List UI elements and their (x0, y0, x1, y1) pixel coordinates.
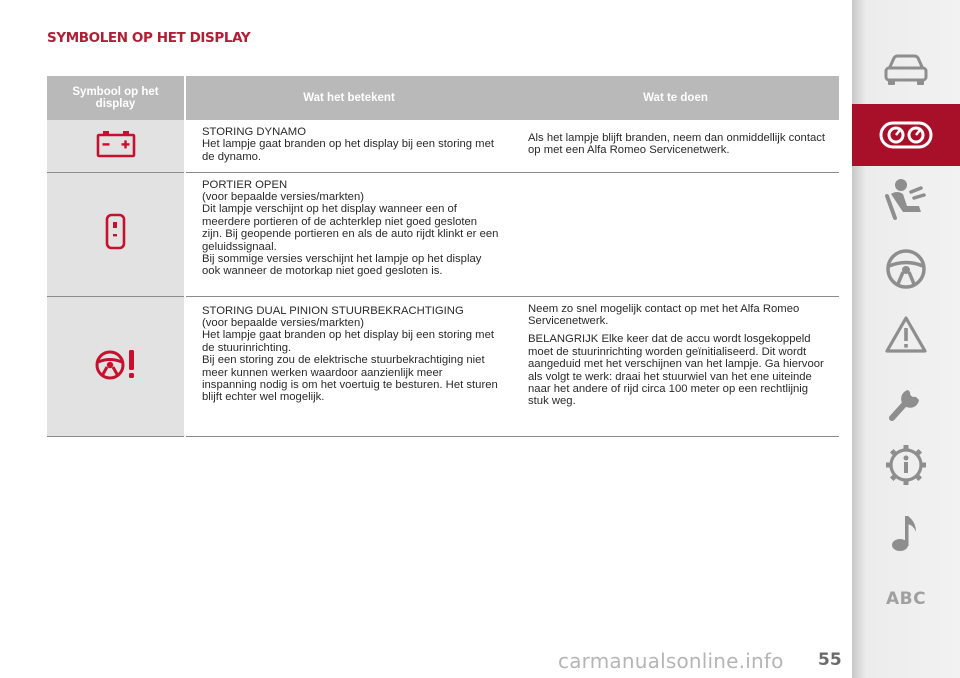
symbol-cell (47, 120, 185, 172)
header-action: Wat te doen (512, 76, 839, 120)
watermark-text: carmanualsonline.info (558, 649, 784, 673)
sidebar-item-multimedia[interactable] (852, 502, 960, 564)
sidebar-item-vehicle[interactable] (852, 38, 960, 100)
door-open-icon (104, 212, 128, 252)
meaning-line: Bij een storing zou de elektrische stuurbekrachtiging niet meer kunnen werken waardoor aanzienlijk meer inspanning nodig is om het voertuig te besturen. Het sturen blijft echter wel mogelijk. (202, 354, 498, 404)
sidebar-item-technical-data[interactable] (852, 434, 960, 496)
action-cell (512, 120, 839, 172)
meaning-line: (voor bepaalde versies/markten) (202, 190, 364, 203)
meaning-line: PORTIER OPEN (202, 178, 288, 191)
table-row (47, 296, 839, 436)
meaning-cell (185, 172, 512, 296)
chapter-sidebar (852, 0, 960, 678)
symbol-cell (47, 296, 185, 436)
meaning-line: Het lampje gaat branden op het display bij een storing met de dynamo. (202, 138, 495, 163)
header-symbol: Symbool op het display (47, 76, 185, 120)
meaning-line: Het lampje gaat branden op het display bij een storing met de stuurinrichting. (202, 329, 495, 354)
action-cell (512, 172, 839, 296)
index-label: ABC (885, 589, 927, 609)
meaning-line: Dit lampje verschijnt op het display wanneer een of meerdere portieren of de achterklep niet goed gesloten zijn. Bij geopende portieren en als de auto rijdt klinkt er een geluidssignaal. (202, 203, 499, 253)
action-paragraph: BELANGRIJK Elke keer dat de accu wordt losgekoppeld moet de stuurinrichting worden geïnitialiseerd. Dit wordt aangeduid met het verschijnen van het lampje. Ga hiervoor als volgt te werk: draai het stuurwiel van het ene uiteinde naar het andere of rijd circa 100 meter op een rechtlijnig stuk weg. (528, 333, 824, 408)
meaning-line: (voor bepaalde versies/markten) (202, 316, 364, 329)
symbols-table (47, 76, 839, 437)
sidebar-item-emergency[interactable] (852, 304, 960, 366)
meaning-line: STORING DYNAMO (202, 126, 306, 138)
warning-triangle-icon (883, 314, 929, 356)
meaning-line: STORING DUAL PINION STUURBEKRACHTIGING (202, 304, 464, 317)
action-cell (512, 296, 839, 436)
sidebar-item-driving[interactable] (852, 238, 960, 300)
car-icon (881, 49, 931, 89)
music-note-icon (886, 510, 926, 556)
battery-warning-icon (95, 129, 137, 159)
steering-wheel-icon (884, 247, 928, 291)
info-gear-icon (883, 442, 929, 488)
table-row (47, 172, 839, 296)
section-title: SYMBOLEN OP HET DISPLAY (47, 30, 251, 46)
dashboard-gauges-icon (878, 115, 934, 155)
action-paragraph: Neem zo snel mogelijk contact op met het Alfa Romeo Servicenetwerk. (528, 302, 800, 327)
sidebar-item-maintenance[interactable] (852, 370, 960, 432)
table-row (47, 120, 839, 172)
symbol-cell (47, 172, 185, 296)
meaning-cell (185, 296, 512, 436)
sidebar-item-dashboard[interactable] (852, 104, 960, 166)
page-number: 55 (818, 650, 842, 670)
meaning-cell (185, 120, 512, 172)
wrench-icon (883, 378, 929, 424)
table-header-row (47, 76, 839, 120)
seat-person-icon (881, 176, 931, 222)
sidebar-item-safety[interactable] (852, 168, 960, 230)
action-paragraph: Als het lampje blijft branden, neem dan onmiddellijk contact op met een Alfa Romeo Servicenetwerk. (528, 132, 826, 157)
meaning-line: Bij sommige versies verschijnt het lampje op het display ook wanneer de motorkap niet goed gesloten is. (202, 252, 482, 278)
steering-fault-icon (93, 347, 139, 381)
header-meaning: Wat het betekent (185, 76, 512, 120)
sidebar-item-index[interactable] (852, 568, 960, 630)
